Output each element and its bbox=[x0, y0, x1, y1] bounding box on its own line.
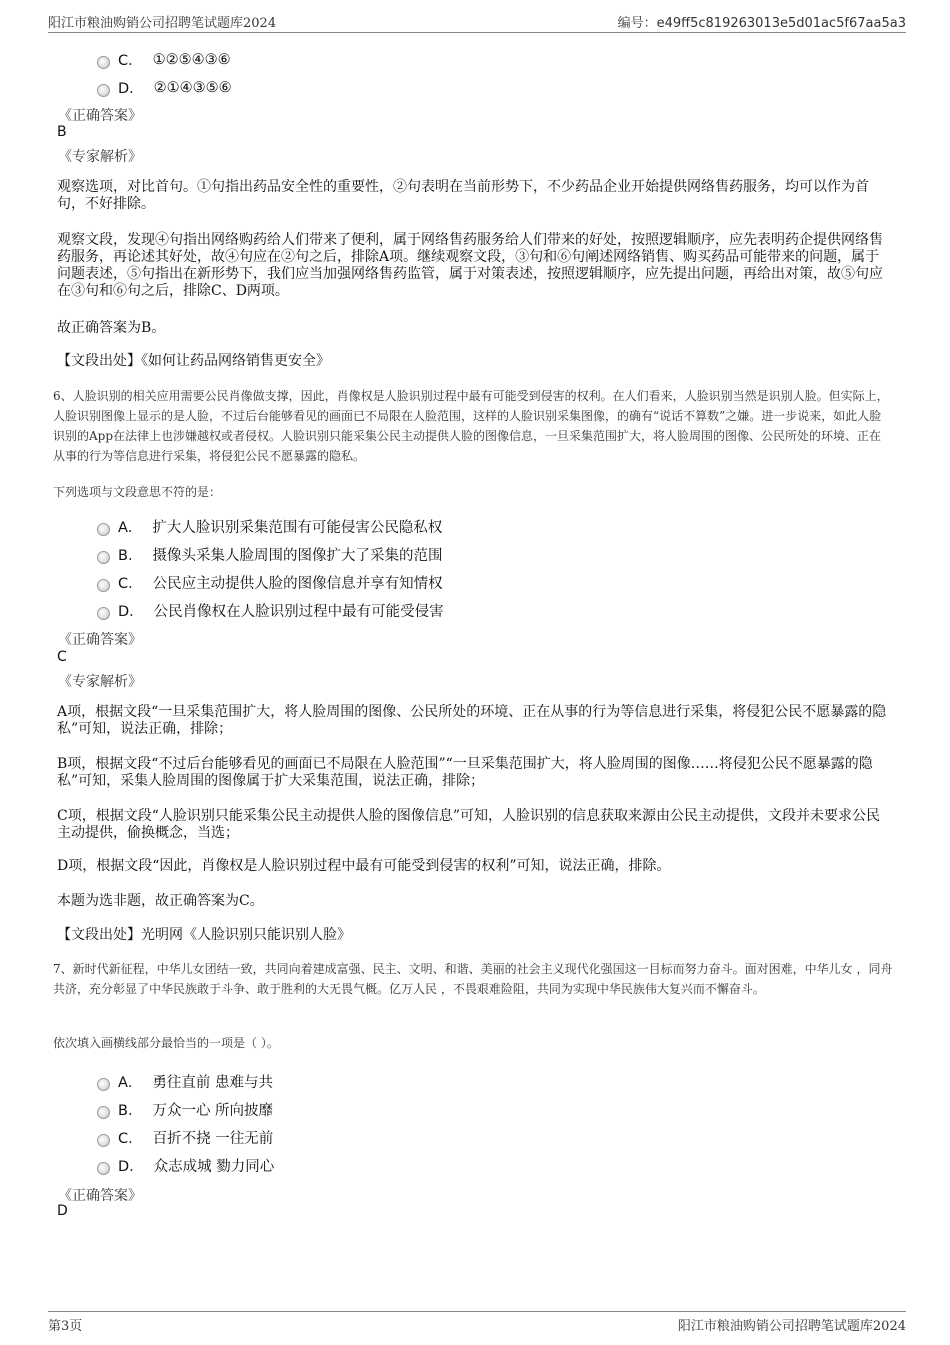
radio-icon[interactable] bbox=[97, 579, 110, 592]
q7-option-c[interactable] bbox=[97, 1127, 273, 1148]
q5-source: 【文段出处】《如何让药品网络销售更安全》 bbox=[57, 353, 330, 369]
q7-question: 依次填入画横线部分最恰当的一项是（ ）。 bbox=[53, 1036, 279, 1050]
option-label: A． bbox=[118, 1075, 143, 1091]
q6-analysis-paragraph: B项，根据文段“不过后台能够看见的画面已不局限在人脸范围”“一旦采集范围扩大，将人脸周围的图像……将侵犯公民不愿暴露的隐私”可知，采集人脸周围的图像属于扩大采集范围，说法正确，排除； bbox=[57, 756, 873, 789]
q6-analysis-paragraph: C项，根据文段“人脸识别只能采集公民主动提供人脸的图像信息”可知，人脸识别的信息获取来源由公民主动提供，文段并未要求公民主动提供，偷换概念，当选； bbox=[57, 808, 881, 841]
q7-option-a[interactable] bbox=[97, 1071, 273, 1092]
q5-analysis-paragraph: 观察选项，对比首句。①句指出药品安全性的重要性，②句表明在当前形势下，不少药品企业开始提供网络售药服务，均可以作为首句，不好排除。 bbox=[57, 179, 869, 212]
q5-answer-label: 《正确答案》 bbox=[58, 108, 142, 124]
document-code: 编号：e49ff5c819263013e5d01ac5f67aa5a3 bbox=[617, 16, 906, 31]
q7-stem: 7、新时代新征程，中华儿女团结一致，共同向着建成富强、民主、文明、和谐、美丽的社会主义现代化强国这一目标而努力奋斗。面对困难，中华儿女 ，同舟共济，充分彰显了中华民族敢于斗争、敢于胜利的大无畏气概。亿万人民 ，不畏艰难险阻，共同为实现中华民族伟大复兴而不懈奋斗。 bbox=[53, 962, 893, 996]
q5-analysis-paragraph: 观察文段，发现④句指出网络购药给人们带来了便利，属于网络售药服务给人们带来的好处，按照逻辑顺序，应先表明药企提供网络售药服务，再论述其好处，故④句应在②句之后，排除A项。继续观察文段，③句和⑥句阐述网络销售、购买药品可能带来的问题，属于问题表述，⑤句指出在新形势下，我们应当加强网络售药监管，属于对策表述，按照逻辑顺序，应先提出问题，再给出对策，故⑤句应在③句和⑥句之后，排除C、D两项。 bbox=[57, 232, 883, 299]
q6-analysis-paragraph: A项，根据文段“一旦采集范围扩大，将人脸周围的图像、公民所处的环境、正在从事的行为等信息进行采集，将侵犯公民不愿暴露的隐私”可知，说法正确，排除； bbox=[57, 704, 887, 737]
q6-option-d[interactable] bbox=[97, 600, 444, 621]
q6-option-a[interactable] bbox=[97, 516, 442, 537]
option-text: 万众一心 所向披靡 bbox=[152, 1103, 274, 1119]
q6-analysis-paragraph: 本题为选非题，故正确答案为C。 bbox=[57, 893, 264, 909]
q6-analysis-paragraph: D项，根据文段“因此，肖像权是人脸识别过程中最有可能受到侵害的权利”可知，说法正确，排除。 bbox=[57, 858, 671, 874]
option-label: D． bbox=[118, 81, 144, 97]
radio-icon[interactable] bbox=[97, 1106, 110, 1119]
radio-icon[interactable] bbox=[97, 56, 110, 69]
q6-answer: C bbox=[57, 649, 67, 665]
option-text: ②①④③⑤⑥ bbox=[153, 79, 232, 96]
radio-icon[interactable] bbox=[97, 607, 110, 620]
q5-option-d[interactable] bbox=[97, 77, 232, 98]
page-footer bbox=[48, 1311, 906, 1335]
q5-analysis-paragraph: 故正确答案为B。 bbox=[57, 320, 166, 336]
radio-icon[interactable] bbox=[97, 1134, 110, 1147]
q6-option-c[interactable] bbox=[97, 572, 443, 593]
footer-title: 阳江市粮油购销公司招聘笔试题库2024 bbox=[677, 1319, 906, 1334]
q6-analysis-label: 《专家解析》 bbox=[58, 674, 142, 690]
q5-option-c[interactable] bbox=[97, 49, 231, 70]
option-label: C． bbox=[118, 53, 143, 69]
header-title: 阳江市粮油购销公司招聘笔试题库2024 bbox=[48, 16, 277, 31]
option-label: B． bbox=[118, 1103, 143, 1119]
option-text: 扩大人脸识别采集范围有可能侵害公民隐私权 bbox=[152, 520, 443, 536]
page-header bbox=[48, 12, 906, 33]
q7-option-b[interactable] bbox=[97, 1099, 273, 1120]
option-label: B． bbox=[118, 548, 143, 564]
option-label: A． bbox=[118, 520, 143, 536]
option-label: D． bbox=[118, 1159, 144, 1175]
page-number: 第3页 bbox=[48, 1319, 83, 1334]
radio-icon[interactable] bbox=[97, 551, 110, 564]
radio-icon[interactable] bbox=[97, 1162, 110, 1175]
q5-answer: B bbox=[57, 124, 67, 140]
q6-question: 下列选项与文段意思不符的是： bbox=[53, 485, 222, 499]
q6-stem: 6、人脸识别的相关应用需要公民肖像做支撑，因此，肖像权是人脸识别过程中最有可能受到侵害的权利。在人们看来，人脸识别当然是识别人脸。但实际上，人脸识别图像上显示的是人脸，不过后台能够看见的画面已不局限在人脸范围，这样的人脸识别采集图像，的确有“说话不算数”之嫌。进一步说来，如此人脸识别的App在法律上也涉嫌越权或者侵权。人脸识别只能采集公民主动提供人脸的图像信息，一旦采集范围扩大，将人脸周围的图像、公民所处的环境、正在从事的行为等信息进行采集，将侵犯公民不愿暴露的隐私。 bbox=[53, 389, 889, 463]
option-text: ①②⑤④③⑥ bbox=[152, 51, 231, 68]
option-label: D． bbox=[118, 604, 144, 620]
option-text: 公民应主动提供人脸的图像信息并享有知情权 bbox=[152, 576, 443, 592]
q5-analysis-label: 《专家解析》 bbox=[58, 149, 142, 165]
q7-answer-label: 《正确答案》 bbox=[58, 1188, 142, 1204]
option-text: 百折不挠 一往无前 bbox=[152, 1131, 274, 1147]
q6-option-b[interactable] bbox=[97, 544, 442, 565]
option-text: 众志成城 勠力同心 bbox=[153, 1159, 275, 1175]
radio-icon[interactable] bbox=[97, 523, 110, 536]
q7-answer: D bbox=[57, 1203, 68, 1219]
q6-answer-label: 《正确答案》 bbox=[58, 632, 142, 648]
option-text: 勇往直前 患难与共 bbox=[152, 1075, 274, 1091]
q6-source: 【文段出处】光明网《人脸识别只能识别人脸》 bbox=[57, 927, 351, 943]
option-text: 摄像头采集人脸周围的图像扩大了采集的范围 bbox=[152, 548, 443, 564]
q7-option-d[interactable] bbox=[97, 1155, 274, 1176]
radio-icon[interactable] bbox=[97, 1078, 110, 1091]
radio-icon[interactable] bbox=[97, 84, 110, 97]
option-label: C． bbox=[118, 1131, 143, 1147]
option-label: C． bbox=[118, 576, 143, 592]
option-text: 公民肖像权在人脸识别过程中最有可能受侵害 bbox=[153, 604, 444, 620]
